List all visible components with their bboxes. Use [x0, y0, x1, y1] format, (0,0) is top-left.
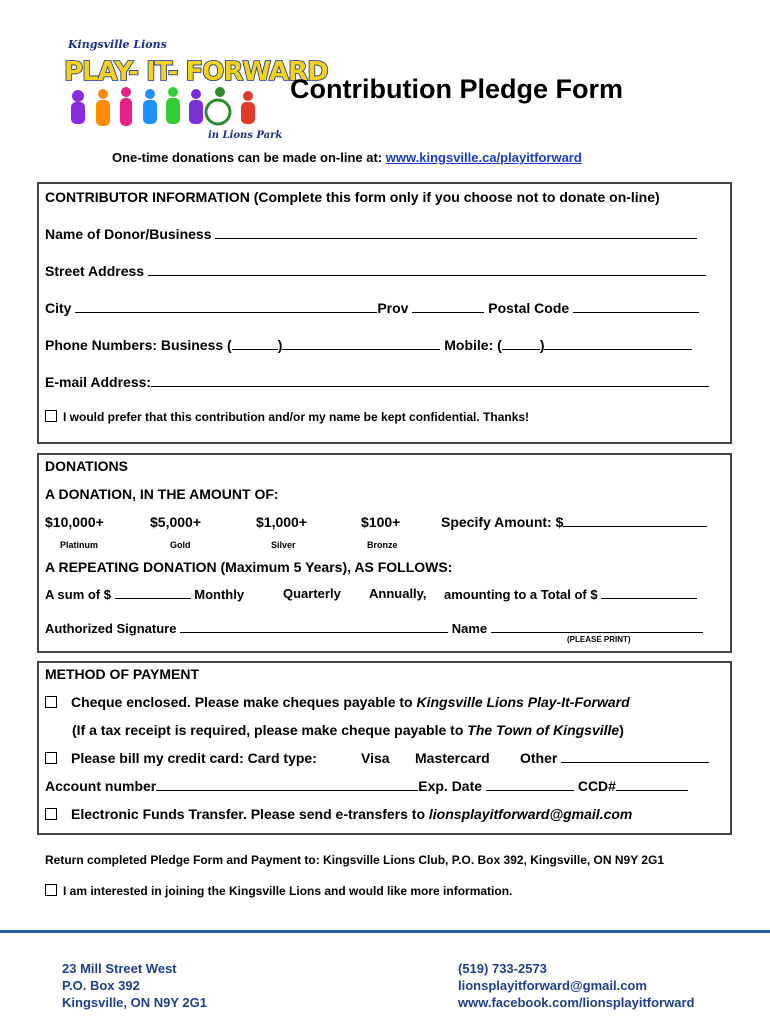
tax-receipt-row	[72, 722, 624, 738]
repeating-donation-heading: A REPEATING DONATION (Maximum 5 Years), AS FOLLOWS:	[45, 559, 453, 575]
logo-main-text: PLAY- IT- FORWARD	[64, 57, 328, 87]
online-note-text: One-time donations can be made on-line at:	[112, 150, 383, 165]
total-label: amounting to a Total of $	[444, 587, 598, 602]
donation-amount-heading: A DONATION, IN THE AMOUNT OF:	[45, 486, 279, 502]
footer-facebook[interactable]: www.facebook.com/lionsplayitforward	[458, 995, 695, 1010]
monthly-option[interactable]: Monthly	[194, 587, 245, 602]
tax-receipt-payee: The Town of Kingsville	[467, 722, 620, 738]
signature-field[interactable]	[180, 620, 448, 633]
tax-receipt-close: )	[619, 722, 624, 738]
footer-address-line1: 23 Mill Street West	[62, 961, 177, 976]
cheque-checkbox[interactable]	[45, 696, 57, 708]
donor-name-label: Name of Donor/Business	[45, 226, 212, 242]
confidential-row	[45, 410, 529, 424]
footer-contact	[458, 960, 694, 1011]
donations-heading: DONATIONS	[45, 458, 128, 474]
annually-option[interactable]: Annually,	[369, 586, 427, 601]
street-address-field[interactable]	[148, 263, 706, 276]
join-label: I am interested in joining the Kingsville Lions and would like more information.	[63, 884, 513, 898]
eft-email: lionsplayitforward@gmail.com	[428, 806, 633, 822]
confidential-checkbox[interactable]	[45, 410, 57, 422]
email-row	[45, 374, 709, 390]
prov-field[interactable]	[412, 300, 484, 313]
eft-checkbox[interactable]	[45, 808, 57, 820]
account-number-field[interactable]	[156, 778, 418, 791]
sum-label: A sum of $	[45, 587, 111, 602]
online-note	[112, 150, 582, 165]
visa-option[interactable]: Visa	[361, 750, 390, 766]
exp-date-field[interactable]	[486, 778, 574, 791]
join-row	[45, 884, 512, 898]
specify-amount-label: Specify Amount: $	[441, 514, 564, 530]
logo-graphic	[58, 34, 328, 144]
tier-gold-amount[interactable]: $5,000+	[150, 514, 201, 530]
cheque-row	[45, 694, 630, 710]
online-donation-link[interactable]: www.kingsville.ca/playitforward	[385, 150, 582, 165]
postal-code-label: Postal Code	[488, 300, 570, 316]
cheque-payee: Kingsville Lions Play-It-Forward	[416, 694, 630, 710]
city-label: City	[45, 300, 72, 316]
eft-label: Electronic Funds Transfer. Please send e-transfers to	[71, 806, 429, 822]
account-row	[45, 778, 688, 794]
quarterly-option[interactable]: Quarterly	[283, 586, 341, 601]
donor-name-field[interactable]	[215, 226, 697, 239]
email-label: E-mail Address:	[45, 374, 152, 390]
business-phone-close: )	[277, 337, 283, 353]
page-title: Contribution Pledge Form	[290, 74, 623, 104]
specify-amount-row	[441, 514, 707, 530]
specify-amount-field[interactable]	[563, 514, 707, 527]
footer-email[interactable]: lionsplayitforward@gmail.com	[458, 978, 647, 993]
contributor-heading: CONTRIBUTOR INFORMATION (Complete this form only if you choose not to donate on-line)	[45, 189, 660, 205]
total-field[interactable]	[601, 586, 697, 599]
credit-card-checkbox[interactable]	[45, 752, 57, 764]
email-field[interactable]	[151, 374, 709, 387]
credit-card-row	[45, 750, 317, 766]
repeating-sum-row	[45, 586, 244, 602]
account-number-label: Account number	[45, 778, 157, 794]
exp-date-label: Exp. Date	[418, 778, 483, 794]
footer-address-line3: Kingsville, ON N9Y 2G1	[62, 995, 207, 1010]
postal-code-field[interactable]	[573, 300, 699, 313]
sum-field[interactable]	[115, 586, 191, 599]
tier-bronze-amount[interactable]: $100+	[361, 514, 401, 530]
ccd-label: CCD#	[577, 778, 616, 794]
join-checkbox[interactable]	[45, 884, 57, 896]
donor-name-row	[45, 226, 697, 242]
cheque-label: Cheque enclosed. Please make cheques payable to	[71, 694, 417, 710]
signature-row	[45, 620, 703, 636]
mobile-phone-label: Mobile: (	[444, 337, 502, 353]
business-phone-label: Phone Numbers: Business (	[45, 337, 232, 353]
credit-card-label: Please bill my credit card: Card type:	[71, 750, 317, 766]
street-address-label: Street Address	[45, 263, 145, 279]
logo-sub-text: in Lions Park	[208, 130, 283, 141]
footer-address-line2: P.O. Box 392	[62, 978, 140, 993]
tier-silver-label: Silver	[271, 540, 296, 550]
kids-silhouettes-icon	[71, 87, 255, 126]
city-field[interactable]	[75, 300, 377, 313]
business-phone-field[interactable]	[282, 337, 440, 350]
return-note: Return completed Pledge Form and Payment to: Kingsville Lions Club, P.O. Box 392, Kingsville, ON N9Y 2G1	[45, 853, 665, 867]
please-print-note: (PLEASE PRINT)	[567, 635, 631, 644]
total-row	[444, 586, 697, 602]
play-it-forward-logo	[58, 34, 328, 144]
tax-receipt-text: (If a tax receipt is required, please make cheque payable to	[72, 722, 468, 738]
business-area-code-field[interactable]	[232, 337, 278, 350]
print-name-label: Name	[451, 621, 488, 636]
payment-heading: METHOD OF PAYMENT	[45, 666, 200, 682]
mobile-phone-close: )	[539, 337, 545, 353]
other-card-option[interactable]: Other	[520, 750, 558, 766]
tier-platinum-amount[interactable]: $10,000+	[45, 514, 104, 530]
print-name-field[interactable]	[491, 620, 703, 633]
tier-gold-label: Gold	[170, 540, 191, 550]
eft-row	[45, 806, 632, 822]
footer-divider	[0, 930, 770, 933]
logo-top-text: Kingsville Lions	[68, 38, 167, 51]
footer-address	[62, 960, 207, 1011]
phone-row	[45, 337, 692, 353]
confidential-label: I would prefer that this contribution and/or my name be kept confidential. Thanks!	[63, 410, 530, 424]
mastercard-option[interactable]: Mastercard	[415, 750, 490, 766]
street-address-row	[45, 263, 706, 279]
tier-platinum-label: Platinum	[60, 540, 99, 550]
city-row	[45, 300, 699, 316]
other-card-field[interactable]	[561, 750, 709, 763]
prov-label: Prov	[377, 300, 409, 316]
signature-label: Authorized Signature	[45, 621, 177, 636]
ccd-field[interactable]	[616, 778, 688, 791]
mobile-phone-field[interactable]	[544, 337, 692, 350]
other-card-row	[520, 750, 709, 766]
tier-bronze-label: Bronze	[367, 540, 398, 550]
tier-silver-amount[interactable]: $1,000+	[256, 514, 307, 530]
footer-phone: (519) 733-2573	[458, 961, 547, 976]
mobile-area-code-field[interactable]	[502, 337, 540, 350]
